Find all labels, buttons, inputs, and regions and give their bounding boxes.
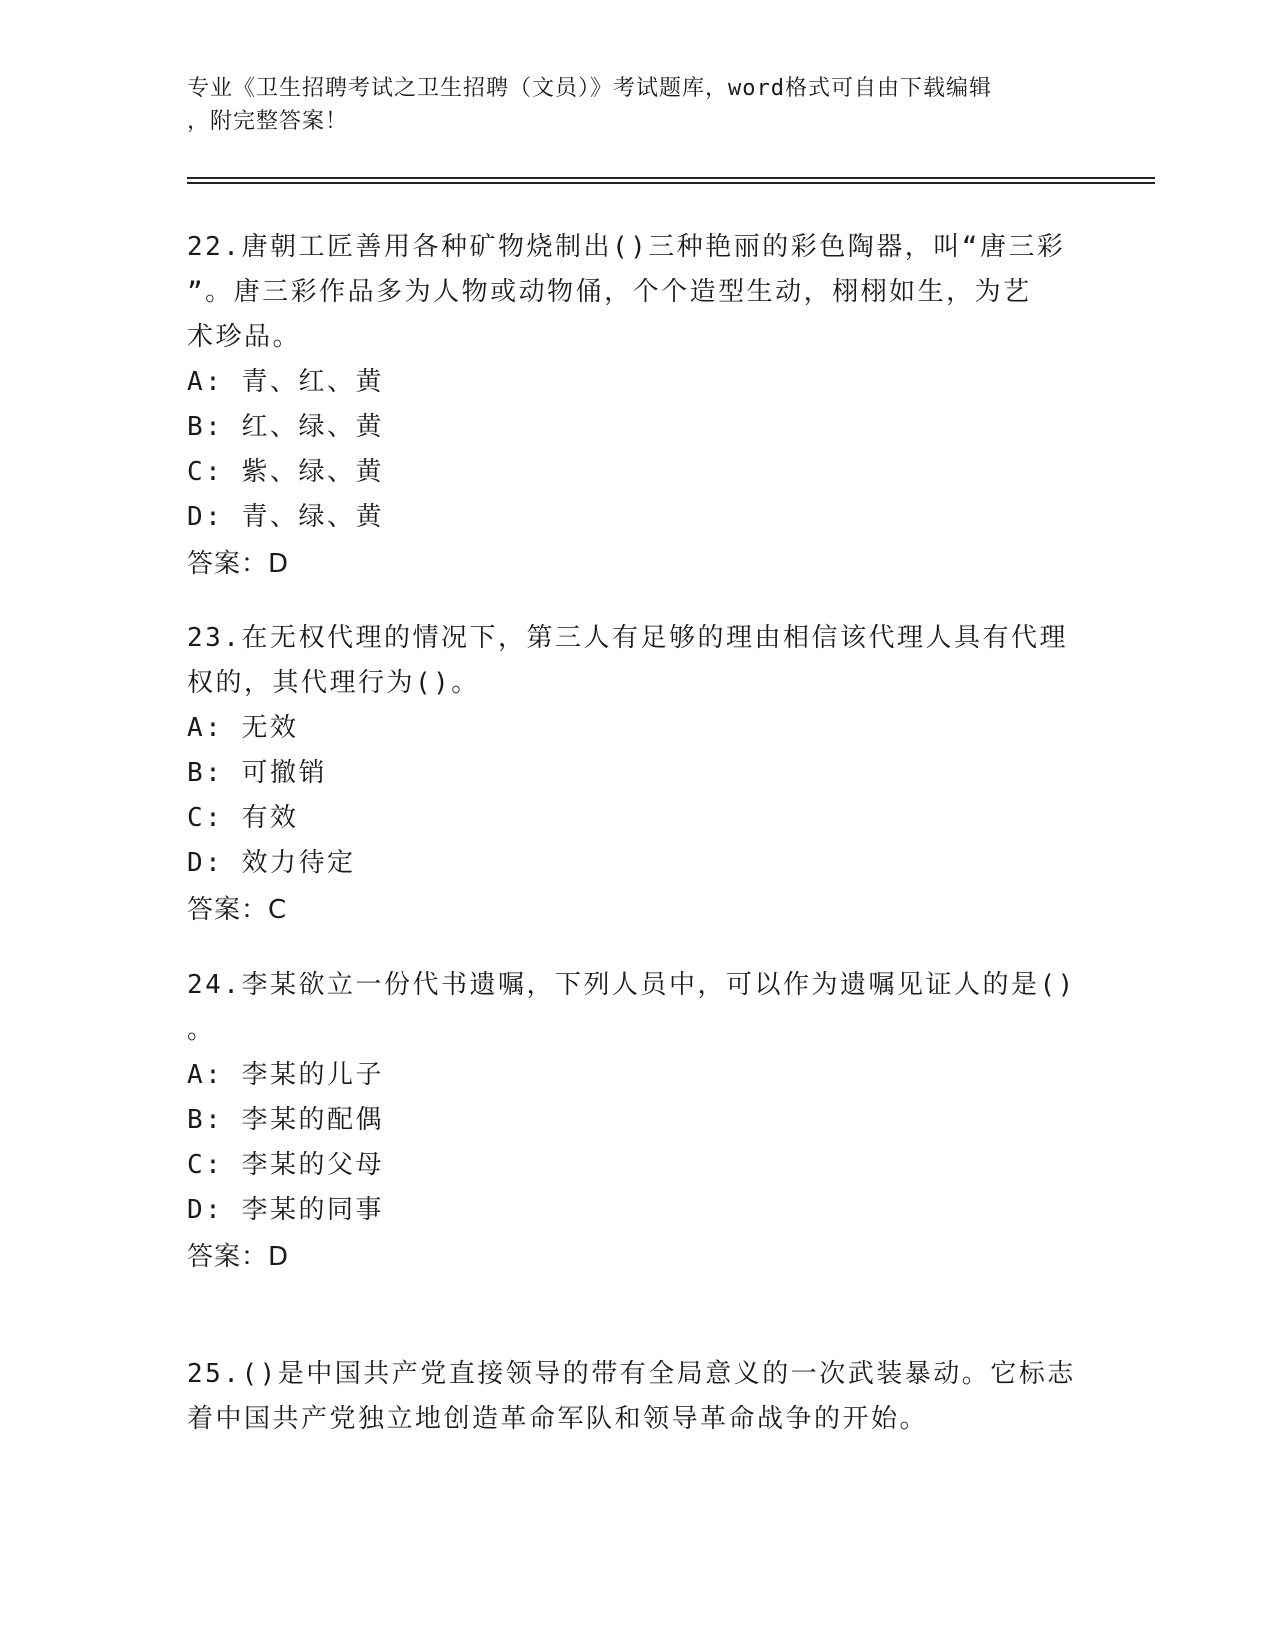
document-intro: 专业《卫生招聘考试之卫生招聘（文员）》考试题库，word格式可自由下载编辑 ，附完整答案！ (187, 76, 992, 134)
header-divider-bottom (187, 182, 1155, 184)
question-stem: 25.()是中国共产党直接领导的带有全局意义的一次武装暴动。它标志 着中国共产党独立地创造革命军队和领导革命战争的开始。 (187, 1359, 1076, 1434)
answer-line: 答案：C (187, 895, 288, 925)
option-b: B: 红、绿、黄 (187, 412, 384, 442)
question-stem: 23.在无权代理的情况下，第三人有足够的理由相信该代理人具有代理 权的，其代理行为()。 (187, 623, 1068, 698)
option-a: A: 李某的儿子 (187, 1060, 384, 1090)
option-b: B: 李某的配偶 (187, 1105, 384, 1135)
option-c: C: 李某的父母 (187, 1150, 384, 1180)
question-22 (187, 225, 1087, 587)
option-b: B: 可撤销 (187, 758, 327, 788)
option-d: D: 李某的同事 (187, 1195, 384, 1225)
option-c: C: 紫、绿、黄 (187, 457, 384, 487)
option-d: D: 青、绿、黄 (187, 502, 384, 532)
question-stem: 22.唐朝工匠善用各种矿物烧制出()三种艳丽的彩色陶器，叫“唐三彩 ”。唐三彩作品多为人物或动物俑，个个造型生动，栩栩如生，为艺 术珍品。 (187, 232, 1066, 352)
option-c: C: 有效 (187, 803, 299, 833)
header-divider-top (187, 177, 1155, 179)
option-a: A: 无效 (187, 713, 299, 743)
question-24 (187, 963, 1087, 1280)
question-stem: 24.李某欲立一份代书遗嘱，下列人员中，可以作为遗嘱见证人的是() 。 (187, 970, 1076, 1045)
option-a: A: 青、红、黄 (187, 367, 384, 397)
option-d: D: 效力待定 (187, 848, 356, 878)
question-25 (187, 1352, 1087, 1442)
answer-line: 答案：D (187, 549, 290, 579)
answer-line: 答案：D (187, 1242, 290, 1272)
question-23 (187, 616, 1087, 933)
